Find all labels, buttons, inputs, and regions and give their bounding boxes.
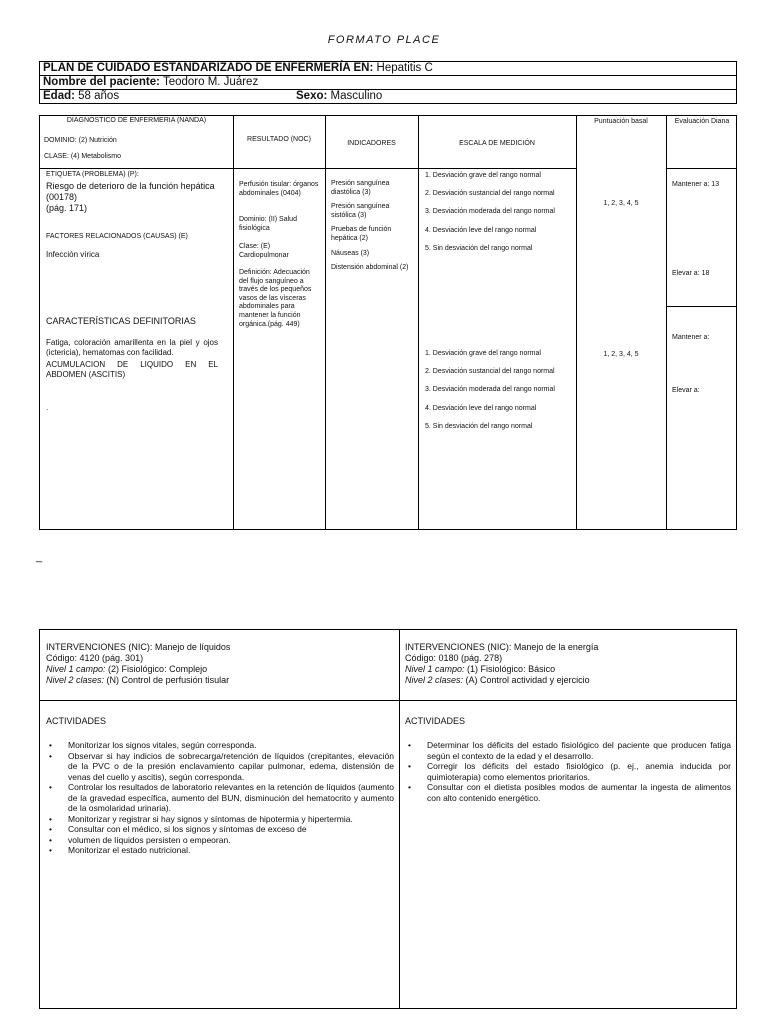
- header-divider: [40, 168, 576, 169]
- diagnosis-class: CLASE: (4) Metabolismo: [44, 153, 122, 160]
- nic-right-activities-list: [405, 740, 731, 803]
- nic-right-class-label: Nivel 2 clases:: [405, 675, 464, 685]
- sex-value: Masculino: [330, 90, 383, 102]
- nic-right-class-value: (A) Control actividad y ejercicio: [465, 675, 590, 685]
- indicator-item: Náuseas (3): [331, 249, 370, 257]
- age-value: 58 años: [78, 90, 120, 102]
- diagnosis-header-title: DIAGNOSTICO DE ENFERMERIA (NANDA): [66, 117, 207, 124]
- raise-value-1: Elevar a: 18: [672, 270, 710, 277]
- activity-item: • Monitorizar los signos vitales, según corresponda.: [46, 740, 394, 751]
- problem-label-title: ETIQUETA (PROBLEMA) (P):: [46, 171, 139, 178]
- nic-left-field: [46, 664, 394, 675]
- nic-left-title: INTERVENCIONES (NIC): Manejo de líquidos: [46, 642, 231, 652]
- care-plan-table: [39, 115, 737, 530]
- nic-right-class: [405, 675, 731, 686]
- nic-left-activities-title: ACTIVIDADES: [46, 716, 107, 726]
- activity-item: • Controlar los resultados de laboratorio relevantes en la retención de líquidos (aumento de la gravedad específica, aumento del BUN, disminución del hematocrito y aumento de la osmolaridad urinaria).: [46, 782, 394, 814]
- nic-left-class: [46, 675, 394, 686]
- baseline-value-2: 1, 2, 3, 4, 5: [603, 351, 639, 358]
- indicators-list: [331, 180, 413, 279]
- indicator-item: Presión sanguínea sistólica (3): [331, 203, 390, 219]
- nic-right-code: Código: 0180 (pág. 278): [405, 653, 503, 663]
- activity-item: • Corregir los déficits del estado fisiológico (p. ej., anemia inducida por quimioterapia) como elementos prioritarios.: [405, 761, 731, 782]
- nic-right-field-value: (1) Fisiológico: Básico: [467, 664, 556, 674]
- scale-item: 5. Sin desviación del rango normal: [425, 244, 533, 252]
- scale-item: 2. Desviación sustancial del rango normal: [425, 190, 555, 198]
- indicator-item: Distensión abdominal (2): [331, 264, 409, 272]
- nic-left-class-value: (N) Control de perfusión tisular: [106, 675, 230, 685]
- maintain-value-2: Mantener a:: [672, 334, 710, 341]
- nic-right-activities-title: ACTIVIDADES: [405, 716, 466, 726]
- column-divider: [233, 116, 234, 529]
- scale-item: 5. Sin desviación del rango normal: [425, 422, 533, 430]
- scale-list-2: [425, 350, 555, 441]
- result-domain: Dominio: (II) Salud fisiológica: [239, 216, 297, 232]
- nic-right-title: INTERVENCIONES (NIC): Manejo de la energía: [405, 642, 599, 652]
- scale-item: 2. Desviación sustancial del rango normal: [425, 368, 555, 376]
- column-divider: [325, 116, 326, 529]
- patient-name-label: Nombre del paciente:: [43, 76, 160, 88]
- separator-mark: _: [36, 551, 43, 563]
- evaluation-header: Evaluación Diana: [674, 118, 730, 125]
- result-definition: Definición: Adecuación del flujo sanguíneo a través de los pequeños vasos de las vísceras abdominales para mantener la función orgánica.(pág. 449): [239, 269, 312, 328]
- baseline-header: Puntuación basal: [594, 118, 648, 125]
- maintain-value-1: Mantener a: 13: [672, 181, 720, 188]
- indicator-item: Presión sanguínea diastólica (3): [331, 180, 390, 196]
- row-divider: [40, 700, 736, 701]
- defining-characteristics-ascitis: ACUMULACION DE LIQUIDO EN EL ABDOMEN (ASCITIS): [46, 360, 218, 379]
- trailing-mark: .: [46, 403, 49, 412]
- document-title: FORMATO PLACE: [327, 34, 441, 46]
- care-plan-label: PLAN DE CUIDADO ESTANDARIZADO DE ENFERMERÍA EN:: [43, 62, 374, 74]
- evaluation-divider: [666, 306, 736, 307]
- column-divider: [399, 630, 400, 1008]
- scale-item: 4. Desviación leve del rango normal: [425, 226, 537, 234]
- baseline-value-1: 1, 2, 3, 4, 5: [603, 200, 639, 207]
- nic-left-code: Código: 4120 (pág. 301): [46, 653, 144, 663]
- nic-left-activities-list: [46, 740, 394, 856]
- related-factors-text: Infección vírica: [46, 250, 100, 259]
- scale-header: ESCALA DE MEDICIÓN: [459, 140, 535, 147]
- activity-item: • volumen de líquidos persisten o empeoran.: [46, 835, 394, 846]
- care-plan-value: Hepatitis C: [376, 62, 433, 74]
- age-label: Edad:: [43, 90, 75, 102]
- result-title: Perfusión tisular: órganos abdominales (0404): [239, 181, 319, 197]
- column-divider: [576, 116, 577, 529]
- header-divider: [666, 168, 736, 169]
- scale-list-1: [425, 172, 555, 263]
- diagnosis-domain: DOMINIO: (2) Nutrición: [44, 137, 117, 144]
- nic-right-header: [405, 642, 731, 686]
- activity-item: • Determinar los déficits del estado fisiológico del paciente que producen fatiga según el contexto de la edad y el desarrollo.: [405, 740, 731, 761]
- sex-label: Sexo:: [296, 90, 328, 102]
- patient-header: [39, 61, 737, 104]
- result-header: RESULTADO (NOC): [247, 136, 311, 143]
- indicator-item: Pruebas de función hepática (2): [331, 226, 392, 242]
- patient-name-row: [40, 76, 736, 90]
- scale-item: 1. Desviación grave del rango normal: [425, 350, 541, 357]
- scale-item: 3. Desviación moderada del rango normal: [425, 208, 555, 216]
- age-sex-row: [40, 90, 736, 104]
- activity-item: • Consultar con el dietista posibles modos de aumentar la ingesta de alimentos con alto contenido energético.: [405, 782, 731, 803]
- defining-characteristics-title: CARACTERÍSTICAS DEFINITORIAS: [46, 316, 196, 326]
- nic-right-field-label: Nivel 1 campo:: [405, 664, 465, 674]
- nic-left-class-label: Nivel 2 clases:: [46, 675, 105, 685]
- nic-left-header: [46, 642, 394, 686]
- problem-label-page: (pág. 171): [46, 203, 88, 213]
- raise-value-2: Elevar a:: [672, 387, 700, 394]
- indicators-header: INDICADORES: [347, 140, 396, 147]
- activity-item: • Consultar con el médico, si los signos y síntomas de exceso de: [46, 824, 394, 835]
- nic-left-field-value: (2) Fisiológico: Complejo: [108, 664, 208, 674]
- scale-item: 1. Desviación grave del rango normal: [425, 172, 541, 179]
- defining-characteristics-text: Fatiga, coloración amarillenta en la piel y ojos (ictericia), hematomas con facilidad.: [46, 338, 218, 357]
- related-factors-title: FACTORES RELACIONADOS (CAUSAS) (E): [46, 233, 188, 240]
- sex-field: [296, 90, 382, 103]
- nic-right-field: [405, 664, 731, 675]
- patient-name-value: Teodoro M. Juárez: [162, 76, 259, 88]
- column-divider: [418, 116, 419, 529]
- scale-item: 3. Desviación moderada del rango normal: [425, 386, 555, 394]
- activity-item: • Observar si hay indicios de sobrecarga/retención de líquidos (crepitantes, elevación de la PVC o de la presión enclavamiento capilar pulmonar, edema, distensión de venas del cuello y ascitis), según corresponda.: [46, 751, 394, 783]
- result-class: Clase: (E) Cardiopulmonar: [239, 243, 289, 259]
- activity-item: • Monitorizar el estado nutricional.: [46, 845, 394, 856]
- nic-interventions-table: [39, 629, 737, 1009]
- problem-label-text: Riesgo de deterioro de la función hepática (00178): [46, 181, 215, 202]
- scale-item: 4. Desviación leve del rango normal: [425, 404, 537, 412]
- activity-item: • Monitorizar y registrar si hay signos y síntomas de hipotermia y hipertermia.: [46, 814, 394, 825]
- nic-left-field-label: Nivel 1 campo:: [46, 664, 106, 674]
- column-divider: [666, 116, 667, 529]
- care-plan-row: [40, 62, 736, 76]
